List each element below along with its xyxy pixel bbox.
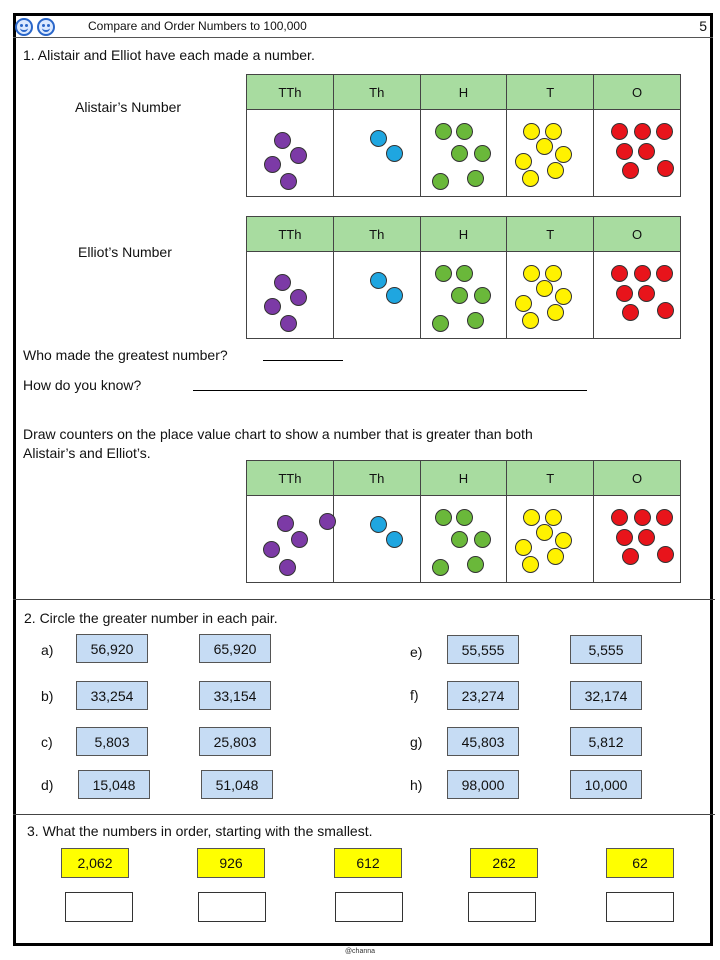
footer-credit: @channa bbox=[344, 948, 376, 955]
purple-counter bbox=[280, 315, 297, 332]
column-header: T bbox=[507, 217, 594, 252]
pair-letter: c) bbox=[41, 734, 53, 750]
purple-counter bbox=[280, 173, 297, 190]
number-box[interactable]: 32,174 bbox=[570, 681, 642, 710]
q3-prompt: 3. What the numbers in order, starting with the smallest. bbox=[27, 823, 373, 839]
smiley-logo-icon bbox=[15, 18, 33, 36]
column-header: O bbox=[594, 75, 681, 110]
column-header: TTh bbox=[247, 75, 334, 110]
counter-cell[interactable] bbox=[594, 496, 681, 583]
smiley-logo-icon bbox=[37, 18, 55, 36]
counter-cell bbox=[507, 110, 594, 197]
purple-counter bbox=[263, 541, 280, 558]
green-counter bbox=[432, 315, 449, 332]
yellow-counter bbox=[523, 123, 540, 140]
purple-counter bbox=[274, 274, 291, 291]
green-counter bbox=[451, 531, 468, 548]
column-header: T bbox=[507, 461, 594, 496]
counter-cell[interactable] bbox=[247, 496, 334, 583]
red-counter bbox=[656, 123, 673, 140]
yellow-counter bbox=[522, 556, 539, 573]
counter-cell[interactable] bbox=[420, 496, 507, 583]
yellow-counter bbox=[515, 539, 532, 556]
order-answer-box[interactable] bbox=[335, 892, 403, 922]
who-greatest-question: Who made the greatest number? bbox=[23, 347, 228, 363]
yellow-counter bbox=[545, 509, 562, 526]
order-answer-box[interactable] bbox=[198, 892, 266, 922]
yellow-counter bbox=[536, 524, 553, 541]
red-counter bbox=[616, 529, 633, 546]
page-title: Compare and Order Numbers to 100,000 bbox=[88, 19, 307, 33]
counter-cell bbox=[420, 252, 507, 339]
red-counter bbox=[657, 160, 674, 177]
blue-counter bbox=[370, 516, 387, 533]
purple-counter bbox=[291, 531, 308, 548]
red-counter bbox=[616, 285, 633, 302]
yellow-counter bbox=[522, 170, 539, 187]
red-counter bbox=[656, 265, 673, 282]
red-counter bbox=[638, 529, 655, 546]
red-counter bbox=[657, 302, 674, 319]
column-header: Th bbox=[333, 461, 420, 496]
green-counter bbox=[474, 145, 491, 162]
yellow-counter bbox=[547, 304, 564, 321]
pair-letter: e) bbox=[410, 644, 423, 660]
yellow-counter bbox=[547, 548, 564, 565]
green-counter bbox=[474, 531, 491, 548]
red-counter bbox=[634, 123, 651, 140]
number-box[interactable]: 55,555 bbox=[447, 635, 519, 664]
column-header: Th bbox=[333, 217, 420, 252]
counter-cell bbox=[594, 110, 681, 197]
counter-cell bbox=[333, 252, 420, 339]
green-counter bbox=[435, 123, 452, 140]
alistair-label: Alistair’s Number bbox=[75, 99, 182, 115]
section-divider bbox=[13, 599, 715, 600]
number-box[interactable]: 98,000 bbox=[447, 770, 519, 799]
green-counter bbox=[435, 509, 452, 526]
counter-cell bbox=[333, 110, 420, 197]
column-header: H bbox=[420, 461, 507, 496]
order-answer-box[interactable] bbox=[468, 892, 536, 922]
green-counter bbox=[456, 123, 473, 140]
column-header: T bbox=[507, 75, 594, 110]
column-header: Th bbox=[333, 75, 420, 110]
order-number: 612 bbox=[334, 848, 402, 878]
alistair-place-value-chart bbox=[246, 74, 681, 197]
pair-letter: h) bbox=[410, 777, 423, 793]
number-box[interactable]: 5,803 bbox=[76, 727, 148, 756]
order-number: 62 bbox=[606, 848, 674, 878]
red-counter bbox=[611, 509, 628, 526]
counter-cell[interactable] bbox=[507, 496, 594, 583]
section-divider bbox=[13, 814, 715, 815]
order-answer-box[interactable] bbox=[65, 892, 133, 922]
yellow-counter bbox=[555, 146, 572, 163]
purple-counter bbox=[290, 147, 307, 164]
red-counter bbox=[611, 265, 628, 282]
red-counter bbox=[622, 162, 639, 179]
red-counter bbox=[638, 143, 655, 160]
purple-counter bbox=[274, 132, 291, 149]
how-know-question: How do you know? bbox=[23, 377, 142, 393]
elliot-label: Elliot’s Number bbox=[78, 244, 172, 260]
green-counter bbox=[474, 287, 491, 304]
counter-cell bbox=[507, 252, 594, 339]
blue-counter bbox=[386, 531, 403, 548]
column-header: O bbox=[594, 217, 681, 252]
column-header: TTh bbox=[247, 217, 334, 252]
page-header bbox=[13, 16, 713, 38]
order-answer-box[interactable] bbox=[606, 892, 674, 922]
green-counter bbox=[467, 556, 484, 573]
pair-letter: f) bbox=[410, 687, 419, 703]
yellow-counter bbox=[536, 138, 553, 155]
yellow-counter bbox=[515, 153, 532, 170]
red-counter bbox=[622, 304, 639, 321]
number-box[interactable]: 25,803 bbox=[199, 727, 271, 756]
green-counter bbox=[456, 509, 473, 526]
draw-instruction-line-2: Alistair’s and Elliot’s. bbox=[23, 445, 151, 461]
green-counter bbox=[467, 312, 484, 329]
number-box[interactable]: 5,812 bbox=[570, 727, 642, 756]
number-box[interactable]: 51,048 bbox=[201, 770, 273, 799]
purple-counter bbox=[277, 515, 294, 532]
column-header: H bbox=[420, 75, 507, 110]
column-header: O bbox=[594, 461, 681, 496]
yellow-counter bbox=[523, 265, 540, 282]
purple-counter bbox=[279, 559, 296, 576]
blue-counter bbox=[370, 272, 387, 289]
red-counter bbox=[657, 546, 674, 563]
blue-counter bbox=[370, 130, 387, 147]
green-counter bbox=[451, 145, 468, 162]
red-counter bbox=[616, 143, 633, 160]
yellow-counter bbox=[515, 295, 532, 312]
yellow-counter bbox=[555, 288, 572, 305]
how-know-answer-line[interactable] bbox=[193, 390, 587, 391]
who-greatest-answer-line[interactable] bbox=[263, 360, 343, 361]
number-box[interactable]: 33,254 bbox=[76, 681, 148, 710]
counter-cell bbox=[247, 252, 334, 339]
purple-counter bbox=[264, 156, 281, 173]
blue-counter bbox=[386, 287, 403, 304]
yellow-counter bbox=[555, 532, 572, 549]
red-counter bbox=[611, 123, 628, 140]
counter-cell bbox=[420, 110, 507, 197]
number-box[interactable]: 65,920 bbox=[199, 634, 271, 663]
answer-place-value-chart[interactable] bbox=[246, 460, 681, 583]
green-counter bbox=[432, 559, 449, 576]
counter-cell bbox=[594, 252, 681, 339]
number-box[interactable]: 33,154 bbox=[199, 681, 271, 710]
pair-letter: a) bbox=[41, 642, 54, 658]
red-counter bbox=[622, 548, 639, 565]
column-header: H bbox=[420, 217, 507, 252]
yellow-counter bbox=[522, 312, 539, 329]
number-box[interactable]: 15,048 bbox=[78, 770, 150, 799]
red-counter bbox=[638, 285, 655, 302]
number-box[interactable]: 5,555 bbox=[570, 635, 642, 664]
q1-prompt: 1. Alistair and Elliot have each made a number. bbox=[23, 47, 315, 63]
page-number: 5 bbox=[699, 18, 707, 34]
green-counter bbox=[451, 287, 468, 304]
purple-counter bbox=[264, 298, 281, 315]
counter-cell[interactable] bbox=[333, 496, 420, 583]
pair-letter: b) bbox=[41, 688, 54, 704]
yellow-counter bbox=[523, 509, 540, 526]
yellow-counter bbox=[547, 162, 564, 179]
blue-counter bbox=[386, 145, 403, 162]
draw-instruction-line-1: Draw counters on the place value chart to show a number that is greater than both bbox=[23, 426, 533, 442]
green-counter bbox=[467, 170, 484, 187]
green-counter bbox=[456, 265, 473, 282]
number-box[interactable]: 10,000 bbox=[570, 770, 642, 799]
order-number: 926 bbox=[197, 848, 265, 878]
counter-cell bbox=[247, 110, 334, 197]
red-counter bbox=[634, 265, 651, 282]
purple-counter bbox=[290, 289, 307, 306]
yellow-counter bbox=[545, 265, 562, 282]
q2-prompt: 2. Circle the greater number in each pair. bbox=[24, 610, 278, 626]
green-counter bbox=[432, 173, 449, 190]
number-box[interactable]: 23,274 bbox=[447, 681, 519, 710]
pair-letter: d) bbox=[41, 777, 54, 793]
number-box[interactable]: 56,920 bbox=[76, 634, 148, 663]
yellow-counter bbox=[536, 280, 553, 297]
green-counter bbox=[435, 265, 452, 282]
pair-letter: g) bbox=[410, 734, 423, 750]
order-number: 262 bbox=[470, 848, 538, 878]
order-number: 2,062 bbox=[61, 848, 129, 878]
red-counter bbox=[634, 509, 651, 526]
column-header: TTh bbox=[247, 461, 334, 496]
elliot-place-value-chart bbox=[246, 216, 681, 339]
number-box[interactable]: 45,803 bbox=[447, 727, 519, 756]
red-counter bbox=[656, 509, 673, 526]
yellow-counter bbox=[545, 123, 562, 140]
